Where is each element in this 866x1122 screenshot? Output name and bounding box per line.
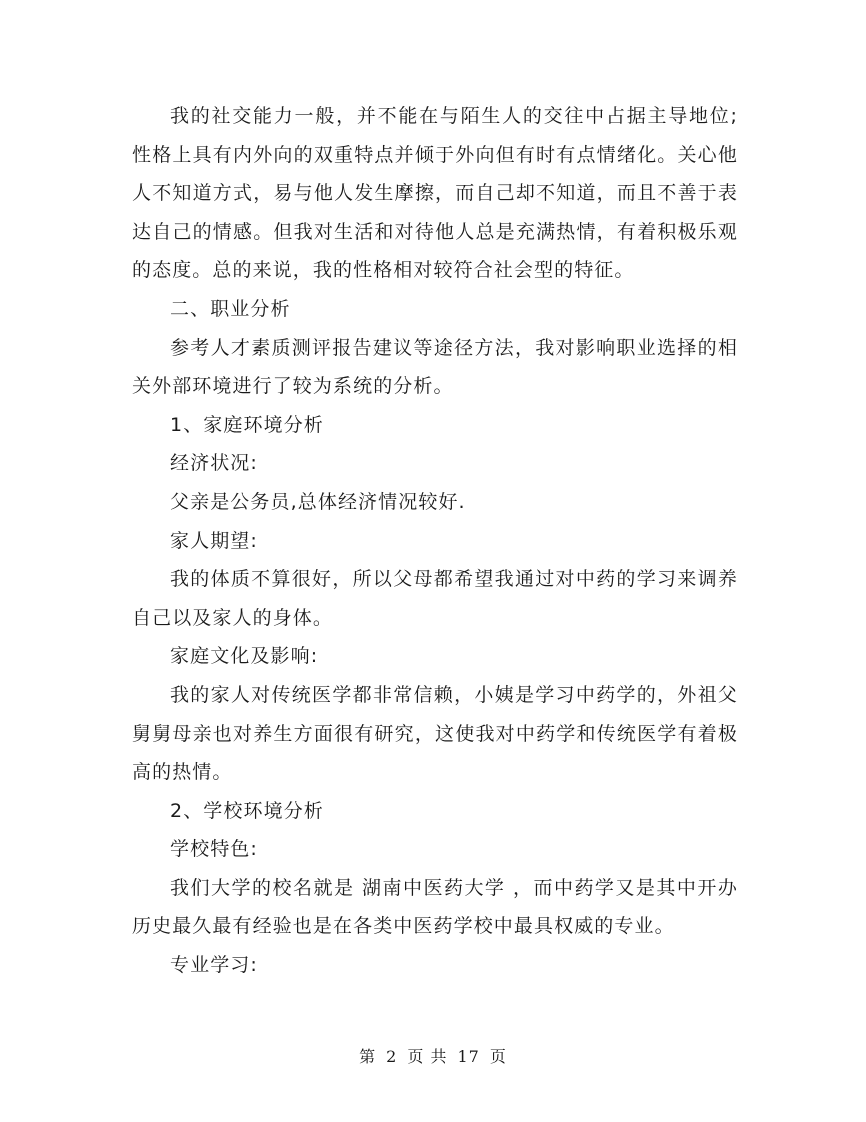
footer-middle: 页 共 <box>407 1047 448 1066</box>
paragraph-school-feature: 我们大学的校名就是 湖南中医药大学 ，而中药学又是其中开办历史最久最有经验也是在各类中医药学校中最具权威的专业。 <box>132 876 738 938</box>
label-family-expectation: 家人期望: <box>170 529 258 552</box>
footer-total-pages: 17 <box>457 1047 480 1066</box>
footer-current-page: 2 <box>386 1047 398 1066</box>
label-economic-status: 经济状况: <box>170 452 258 475</box>
heading-career-analysis: 二、职业分析 <box>170 297 291 320</box>
heading-school-environment: 2、学校环境分析 <box>170 799 324 822</box>
paragraph-social-ability: 我的社交能力一般，并不能在与陌生人的交往中占据主导地位;性格上具有内外向的双重特点并倾于外向但有时有点情绪化。关心他人不知道方式，易与他人发生摩擦，而自己却不知道，而且不善于表达自己的情感。但我对生活和对待他人总是充满热情，有着积极乐观的态度。总的来说，我的性格相对较符合社会型的特征。 <box>132 105 738 282</box>
paragraph-economic-status: 父亲是公务员,总体经济情况较好. <box>170 490 466 513</box>
heading-family-environment: 1、家庭环境分析 <box>170 413 324 436</box>
page-content <box>132 97 738 985</box>
paragraph-family-expectation: 我的体质不算很好，所以父母都希望我通过对中药的学习来调养自己以及家人的身体。 <box>132 568 738 629</box>
label-family-culture: 家庭文化及影响: <box>170 645 319 668</box>
label-school-feature: 学校特色: <box>170 838 258 861</box>
page-footer <box>0 1044 866 1067</box>
footer-prefix: 第 <box>359 1047 377 1066</box>
paragraph-career-intro: 参考人才素质测评报告建议等途径方法，我对影响职业选择的相关外部环境进行了较为系统的分析。 <box>132 336 738 398</box>
footer-suffix: 页 <box>489 1047 507 1066</box>
label-major-study: 专业学习: <box>170 954 258 977</box>
paragraph-family-culture: 我的家人对传统医学都非常信赖，小姨是学习中药学的，外祖父舅舅母亲也对养生方面很有研究，这使我对中药学和传统医学有着极高的热情。 <box>132 683 738 784</box>
